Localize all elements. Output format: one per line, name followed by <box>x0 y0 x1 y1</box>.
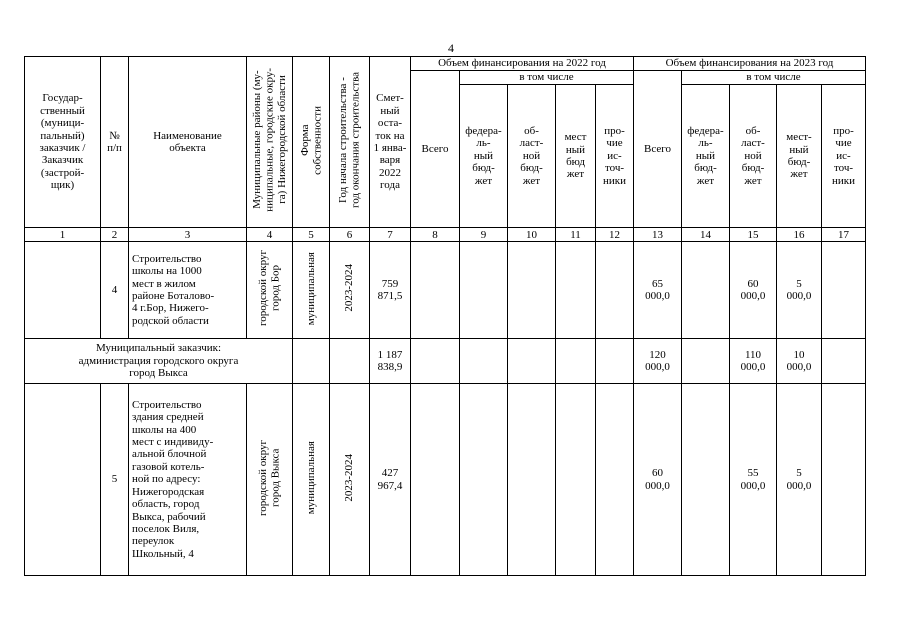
col-number: 16 <box>777 228 822 242</box>
col-number: 13 <box>634 228 682 242</box>
col-number: 7 <box>370 228 411 242</box>
row4-other-2022 <box>596 242 634 339</box>
group-total-2022 <box>411 339 460 384</box>
row5-regional-2023: 55 000,0 <box>730 384 777 576</box>
header-municipal-text: Муниципальные районы (му- ниципальные, городские окру- га) Нижегородской области <box>250 68 288 213</box>
col-number: 8 <box>411 228 460 242</box>
row4-local-2022 <box>556 242 596 339</box>
group-federal-2022 <box>460 339 508 384</box>
header-federal-2023: федера- ль- ный бюд- жет <box>682 85 730 228</box>
header-other-2022: про- чие ис- точ- ники <box>596 85 634 228</box>
row4-years-text: 2023-2024 <box>343 264 356 313</box>
row5-total-2022 <box>411 384 460 576</box>
col-number: 12 <box>596 228 634 242</box>
row5-ownership-text: муниципальная <box>304 441 317 515</box>
header-federal-2022: федера- ль- ный бюд- жет <box>460 85 508 228</box>
col-number: 17 <box>822 228 866 242</box>
header-object-name: Наименование объекта <box>129 57 247 228</box>
row5-municipal-text: городской округ город Выкса <box>257 439 282 516</box>
page-number: 4 <box>448 41 454 55</box>
group-row-vyksa <box>25 339 866 384</box>
row5-years <box>330 384 370 576</box>
row4-regional-2023: 60 000,0 <box>730 242 777 339</box>
row4-ownership-text: муниципальная <box>304 251 317 325</box>
row4-regional-2022 <box>508 242 556 339</box>
group-regional-2023: 110 000,0 <box>730 339 777 384</box>
row5-other-2022 <box>596 384 634 576</box>
group-years <box>330 339 370 384</box>
header-incl-2022: в том числе <box>460 71 634 85</box>
header-customer: Государ- ственный (муници- пальный) заказчик / Заказчик (застрой- щик) <box>25 57 101 228</box>
header-years-text: Год начала строительства - год окончания строительства <box>337 72 362 209</box>
group-other-2022 <box>596 339 634 384</box>
row4-total-2023: 65 000,0 <box>634 242 682 339</box>
row4-customer <box>25 242 101 339</box>
header-municipal <box>247 57 293 228</box>
col-number: 14 <box>682 228 730 242</box>
header-years <box>330 57 370 228</box>
group-local-2023: 10 000,0 <box>777 339 822 384</box>
col-number: 10 <box>508 228 556 242</box>
row5-federal-2022 <box>460 384 508 576</box>
row4-num: 4 <box>101 242 129 339</box>
col-number: 11 <box>556 228 596 242</box>
col-number: 5 <box>293 228 330 242</box>
row5-total-2023: 60 000,0 <box>634 384 682 576</box>
col-number: 2 <box>101 228 129 242</box>
header-row-1 <box>25 57 866 71</box>
group-ownership <box>293 339 330 384</box>
table-row-5 <box>25 384 866 576</box>
row4-name: Строительство школы на 1000 мест в жилом районе Боталово- 4 г.Бор, Нижего- родской области <box>129 242 247 339</box>
column-numbers-row <box>25 228 866 242</box>
row4-total-2022 <box>411 242 460 339</box>
group-other-2023 <box>822 339 866 384</box>
row5-num: 5 <box>101 384 129 576</box>
col-number: 6 <box>330 228 370 242</box>
header-total-2023: Всего <box>634 71 682 228</box>
header-fin-2023: Объем финансирования на 2023 год <box>634 57 866 71</box>
header-local-2023: мест- ный бюд- жет <box>777 85 822 228</box>
col-number: 4 <box>247 228 293 242</box>
row5-local-2023: 5 000,0 <box>777 384 822 576</box>
table-row-4 <box>25 242 866 339</box>
row4-municipal-text: городской округ город Бор <box>257 250 282 327</box>
row5-estimate: 427 967,4 <box>370 384 411 576</box>
header-incl-2023: в том числе <box>682 71 866 85</box>
row5-regional-2022 <box>508 384 556 576</box>
header-estimate: Смет- ный оста- ток на 1 янва- варя 2022 года <box>370 57 411 228</box>
header-num: № п/п <box>101 57 129 228</box>
col-number: 15 <box>730 228 777 242</box>
row4-estimate: 759 871,5 <box>370 242 411 339</box>
row4-years <box>330 242 370 339</box>
row5-local-2022 <box>556 384 596 576</box>
header-regional-2022: об- ласт- ной бюд- жет <box>508 85 556 228</box>
col-number: 9 <box>460 228 508 242</box>
financing-table <box>24 56 866 576</box>
row4-other-2023 <box>822 242 866 339</box>
row5-ownership <box>293 384 330 576</box>
row4-local-2023: 5 000,0 <box>777 242 822 339</box>
header-other-2023: про- чие ис- точ- ники <box>822 85 866 228</box>
group-local-2022 <box>556 339 596 384</box>
header-ownership-text: Форма собственности <box>298 105 323 175</box>
row5-federal-2023 <box>682 384 730 576</box>
row4-federal-2023 <box>682 242 730 339</box>
row5-name: Строительство здания средней школы на 400 мест с индивиду- альной блочной газовой котель- ной по адресу: Нижегородская область, город Выкса, рабочий поселок Виля, переулок Школьный, 4 <box>129 384 247 576</box>
row5-customer <box>25 384 101 576</box>
row5-municipal <box>247 384 293 576</box>
header-regional-2023: об- ласт- ной бюд- жет <box>730 85 777 228</box>
row5-other-2023 <box>822 384 866 576</box>
row4-municipal <box>247 242 293 339</box>
group-total-2023: 120 000,0 <box>634 339 682 384</box>
header-local-2022: мест ный бюд жет <box>556 85 596 228</box>
group-customer-label: Муниципальный заказчик: администрация городского округа город Выкса <box>25 339 293 384</box>
group-federal-2023 <box>682 339 730 384</box>
col-number: 1 <box>25 228 101 242</box>
header-fin-2022: Объем финансирования на 2022 год <box>411 57 634 71</box>
header-total-2022: Всего <box>411 71 460 228</box>
group-regional-2022 <box>508 339 556 384</box>
header-ownership <box>293 57 330 228</box>
row5-years-text: 2023-2024 <box>343 453 356 502</box>
col-number: 3 <box>129 228 247 242</box>
group-estimate: 1 187 838,9 <box>370 339 411 384</box>
row4-federal-2022 <box>460 242 508 339</box>
row4-ownership <box>293 242 330 339</box>
